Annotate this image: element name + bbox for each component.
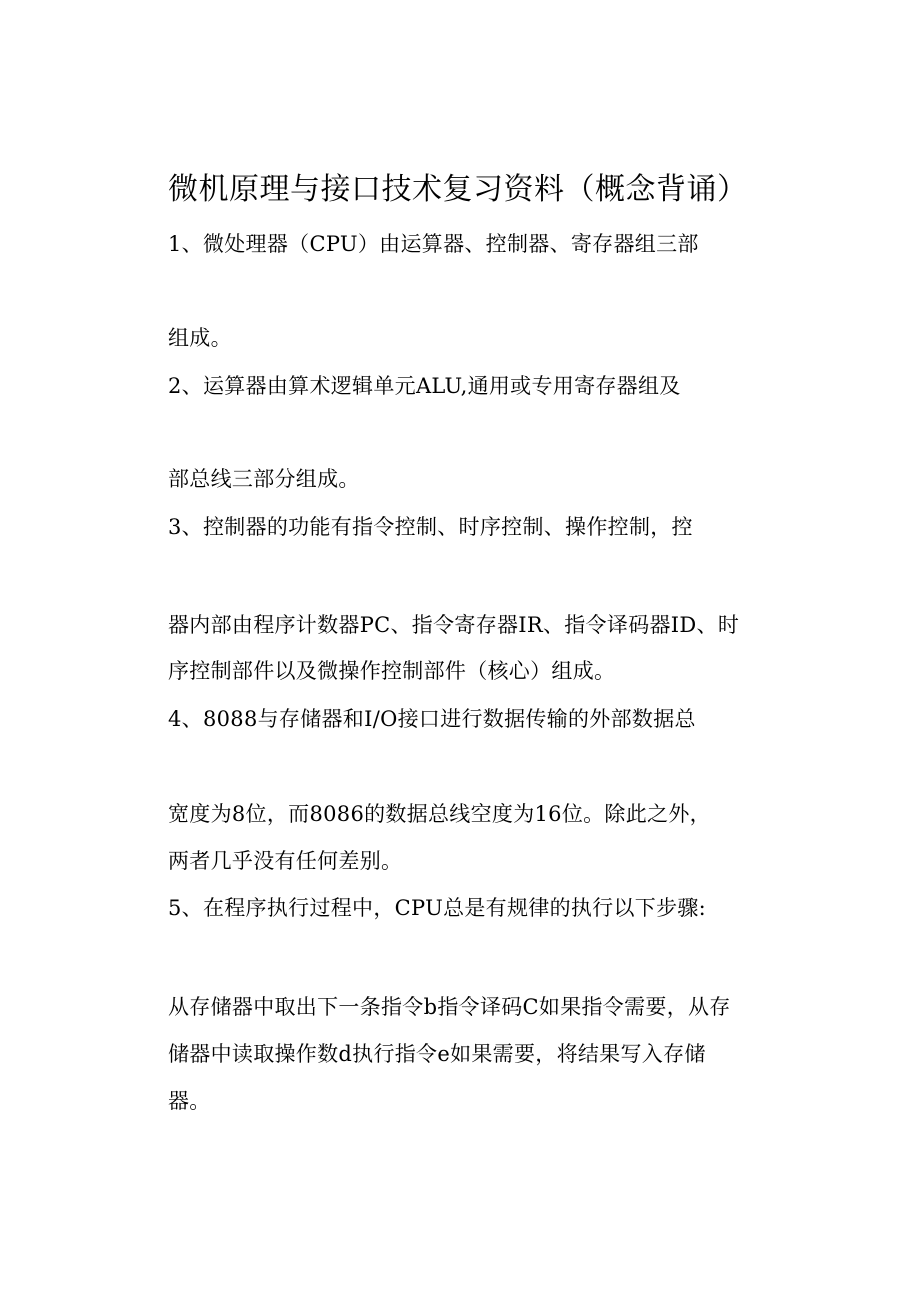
text-line: 器。 [168, 1089, 211, 1113]
text-line: 3、控制器的功能有指令控制、时序控制、操作控制，控 [168, 515, 693, 539]
text-line: 2、运算器由算术逻辑单元ALU,通用或专用寄存器组及 [168, 374, 681, 398]
text-line: 器内部由程序计数器PC、指令寄存器IR、指令译码器ID、时 [168, 613, 740, 637]
text-line: 储器中读取操作数d执行指令e如果需要，将结果写入存储 [168, 1042, 706, 1066]
document-title: 微机原理与接口技术复习资料（概念背诵） [168, 172, 748, 207]
text-line: 5、在程序执行过程中，CPU总是有规律的执行以下步骤: [168, 896, 707, 920]
text-line: 组成。 [168, 326, 232, 350]
text-line: 宽度为8位，而8086的数据总线空度为16位。除此之外， [168, 802, 711, 826]
text-line: 从存储器中取出下一条指令b指令译码C如果指令需要，从存 [168, 995, 731, 1019]
text-line: 部总线三部分组成。 [168, 467, 360, 491]
text-line: 1、微处理器（CPU）由运算器、控制器、寄存器组三部 [168, 232, 699, 256]
text-line: 两者几乎没有任何差别。 [168, 849, 403, 873]
text-line: 序控制部件以及微操作控制部件（核心）组成。 [168, 659, 616, 683]
text-line: 4、8088与存储器和I/O接口进行数据传输的外部数据总 [168, 707, 696, 731]
